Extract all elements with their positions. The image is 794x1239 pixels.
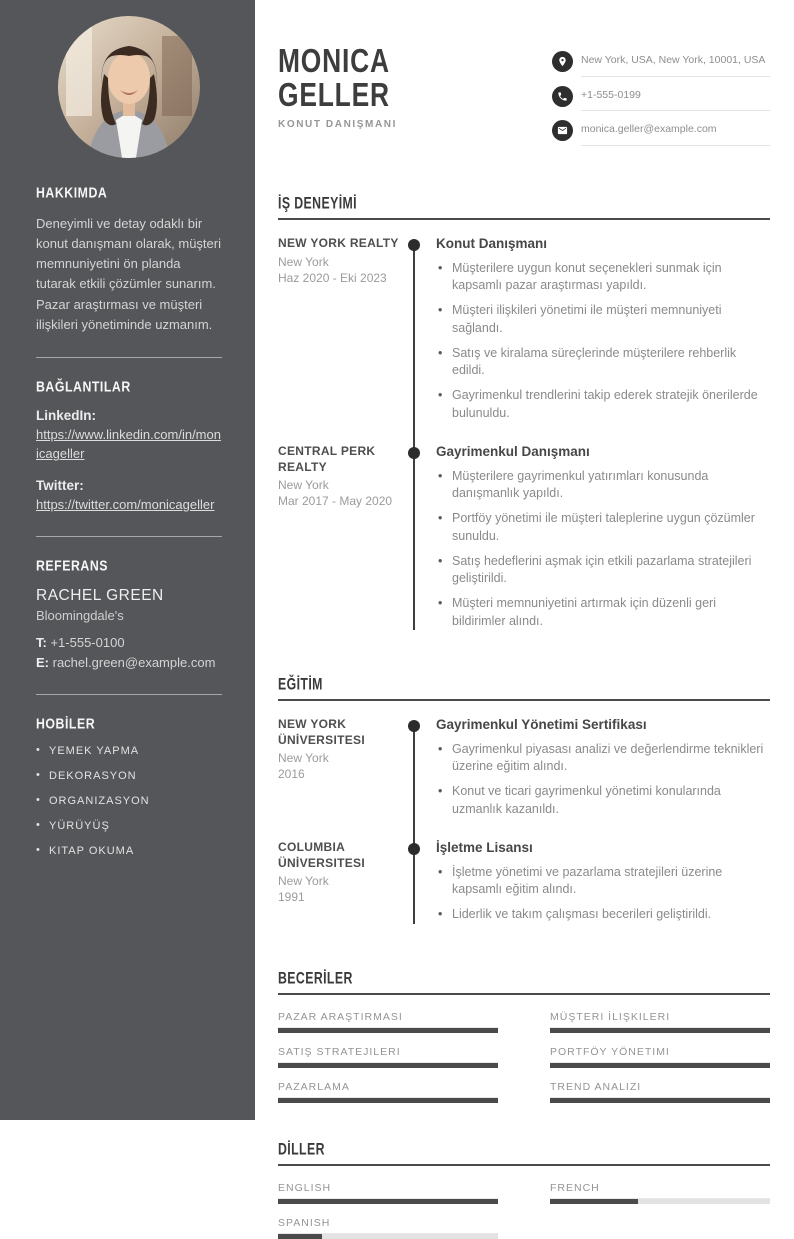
school-name: NEW YORK ÜNİVERSITESI [278, 716, 365, 747]
section-rule [278, 993, 770, 995]
entry-right [436, 236, 770, 430]
education-entries [278, 717, 770, 932]
role-title: Konut Danışmanı [436, 235, 548, 251]
linkedin-link-group [36, 408, 222, 464]
skill-bar [278, 1098, 498, 1103]
skill-item [278, 1011, 498, 1033]
linkedin-url-link[interactable]: https://www.linkedin.com/in/monicageller [36, 426, 221, 462]
reference-phone-label: T: [36, 635, 47, 651]
section-rule [278, 1164, 770, 1166]
experience-heading: İŞ DENEYİMİ [278, 194, 358, 213]
about-heading: HAKKIMDA [36, 183, 108, 201]
first-name: MONICA [278, 42, 390, 79]
skills-heading: BECERİLER [278, 968, 353, 988]
contact-block [552, 44, 770, 155]
skill-label: PAZAR ARAŞTIRMASI [278, 1010, 403, 1023]
languages-heading: DİLLER [278, 1139, 325, 1159]
skill-bar [278, 1028, 498, 1033]
employment-dates: Haz 2020 - Eki 2023 [278, 270, 387, 285]
hobby-item: • YÜRÜYÜŞ [36, 820, 222, 832]
profile-photo [58, 16, 200, 158]
skill-bar [278, 1063, 498, 1068]
entry-left [278, 840, 406, 932]
degree-bullets [436, 741, 770, 818]
about-section [36, 184, 222, 335]
reference-name: RACHEL GREEN [36, 587, 164, 605]
skill-bar [550, 1098, 770, 1103]
language-label: ENGLISH [278, 1181, 332, 1194]
company-name: CENTRAL PERK REALTY [278, 443, 376, 474]
twitter-label: Twitter: [36, 477, 84, 493]
company-name: NEW YORK REALTY [278, 235, 399, 250]
contact-location [552, 51, 770, 77]
language-bar [550, 1199, 770, 1204]
skill-label: PORTFÖY YÖNETIMI [550, 1045, 670, 1058]
bullet-item: • Gayrimenkul trendlerini takip ederek stratejik önerilerde bulunuldu. [436, 387, 770, 422]
language-item [550, 1182, 770, 1204]
twitter-url-link[interactable]: https://twitter.com/monicageller [36, 496, 215, 512]
location-icon [552, 51, 573, 72]
hobby-item: • YEMEK YAPMA [36, 745, 222, 757]
entry-right [436, 717, 770, 826]
education-entry [278, 717, 770, 826]
timeline-dot [408, 239, 420, 251]
sidebar-divider [36, 694, 222, 695]
section-rule [278, 218, 770, 220]
education-section [278, 676, 770, 932]
school-name: COLUMBIA ÜNİVERSITESI [278, 839, 365, 870]
role-bullets [436, 468, 770, 630]
education-entry [278, 840, 770, 932]
bullet-item: • Satış ve kiralama süreçlerinde müşterilere rehberlik edildi. [436, 345, 770, 380]
school-location: New York [278, 751, 329, 766]
job-title: KONUT DANIŞMANI [278, 119, 397, 131]
bullet-item: • Müşterilere gayrimenkul yatırımları konusunda danışmanlık yapıldı. [436, 468, 770, 503]
role-title: Gayrimenkul Danışmanı [436, 443, 590, 459]
hobby-list [36, 745, 222, 857]
employment-dates: Mar 2017 - May 2020 [278, 494, 393, 509]
language-item [278, 1182, 498, 1204]
links-section [36, 378, 222, 515]
reference-company: Bloomingdale's [36, 608, 124, 624]
phone-icon [552, 86, 573, 107]
language-bar [278, 1234, 498, 1239]
degree-title: İşletme Lisansı [436, 839, 533, 855]
skill-item [278, 1081, 498, 1103]
links-heading: BAĞLANTILAR [36, 377, 131, 395]
entry-left [278, 236, 406, 430]
skill-bar [550, 1028, 770, 1033]
bullet-item: • Satış hedeflerini aşmak için etkili pazarlama stratejileri geliştirildi. [436, 553, 770, 588]
entry-right [436, 840, 770, 932]
timeline-dot [408, 447, 420, 459]
hobby-item: • DEKORASYON [36, 770, 222, 782]
company-location: New York [278, 254, 329, 269]
skill-label: PAZARLAMA [278, 1080, 350, 1093]
skill-item [550, 1046, 770, 1068]
last-name: GELLER [278, 75, 390, 113]
bullet-item: • Liderlik ve takım çalışması becerileri geliştirildi. [436, 906, 770, 923]
bullet-item: • İşletme yönetimi ve pazarlama stratejileri üzerine kapsamlı eğitim alındı. [436, 864, 770, 899]
entry-left [278, 444, 406, 638]
section-rule [278, 699, 770, 701]
skills-section [278, 970, 770, 1103]
skills-grid [278, 1011, 770, 1103]
hobby-item: • KITAP OKUMA [36, 845, 222, 857]
language-label: SPANISH [278, 1216, 331, 1229]
timeline-dot [408, 843, 420, 855]
contact-email [552, 120, 770, 146]
bullet-item: • Gayrimenkul piyasası analizi ve değerlendirme teknikleri üzerine eğitim alındı. [436, 741, 770, 776]
entry-right [436, 444, 770, 638]
bullet-item: • Müşterilere uygun konut seçenekleri sunmak için kapsamlı pazar araştırması yapıldı. [436, 260, 770, 295]
degree-title: Gayrimenkul Yönetimi Sertifikası [436, 716, 647, 732]
hobby-item: • ORGANIZASYON [36, 795, 222, 807]
experience-entry [278, 236, 770, 430]
email-icon [552, 120, 573, 141]
skill-bar [550, 1063, 770, 1068]
header [278, 0, 770, 155]
languages-grid [278, 1182, 770, 1239]
name-block [278, 44, 418, 155]
main-content [255, 0, 794, 1229]
experience-section [278, 195, 770, 638]
linkedin-label: LinkedIn: [36, 407, 96, 423]
skill-item [550, 1081, 770, 1103]
skill-item [550, 1011, 770, 1033]
contact-email-text: monica.geller@example.com [581, 120, 770, 146]
languages-section [278, 1141, 770, 1239]
bullet-item: • Müşteri memnuniyetini artırmak için düzenli geri bildirimler alındı. [436, 595, 770, 630]
reference-phone [36, 633, 222, 653]
twitter-link-group [36, 478, 222, 515]
experience-entry [278, 444, 770, 638]
entry-left [278, 717, 406, 826]
language-label: FRENCH [550, 1181, 600, 1194]
bullet-item: • Müşteri ilişkileri yönetimi ile müşteri memnuniyeti sağlandı. [436, 302, 770, 337]
hobbies-section [36, 715, 222, 857]
contact-phone [552, 86, 770, 112]
skill-item [278, 1046, 498, 1068]
reference-email-label: E: [36, 654, 49, 670]
reference-section [36, 557, 222, 672]
timeline-dot [408, 720, 420, 732]
sidebar-divider [36, 536, 222, 537]
sidebar-divider [36, 357, 222, 358]
bullet-item: • Konut ve ticari gayrimenkul yönetimi konularında uzmanlık kazanıldı. [436, 783, 770, 818]
about-text: Deneyimli ve detay odaklı bir konut danışmanı olarak, müşteri memnuniyetini ön planda tutarak etkili çözümler sunarım. Pazar araştırması ve müşteri ilişkileri yönetiminde uzmanım. [36, 216, 221, 332]
bullet-item: • Portföy yönetimi ile müşteri taleplerine uygun çözümler sunuldu. [436, 510, 770, 545]
experience-entries [278, 236, 770, 638]
education-dates: 1991 [278, 890, 305, 905]
contact-phone-text: +1-555-0199 [581, 86, 770, 112]
language-bar [278, 1199, 498, 1204]
skill-label: MÜŞTERI İLIŞKILERI [550, 1010, 671, 1023]
skill-label: TREND ANALIZI [550, 1080, 642, 1093]
company-location: New York [278, 478, 329, 493]
language-item [278, 1217, 498, 1239]
role-bullets [436, 260, 770, 422]
skill-label: SATIŞ STRATEJILERI [278, 1045, 401, 1058]
reference-heading: REFERANS [36, 556, 108, 574]
education-heading: EĞİTİM [278, 675, 323, 694]
reference-email [36, 653, 222, 673]
hobbies-heading: HOBİLER [36, 714, 96, 732]
education-dates: 2016 [278, 767, 305, 782]
reference-email-value: rachel.green@example.com [52, 654, 216, 670]
contact-location-text: New York, USA, New York, 10001, USA [581, 51, 770, 77]
reference-phone-value: +1-555-0100 [50, 635, 125, 651]
sidebar [0, 0, 255, 1120]
degree-bullets [436, 864, 770, 924]
school-location: New York [278, 874, 329, 889]
